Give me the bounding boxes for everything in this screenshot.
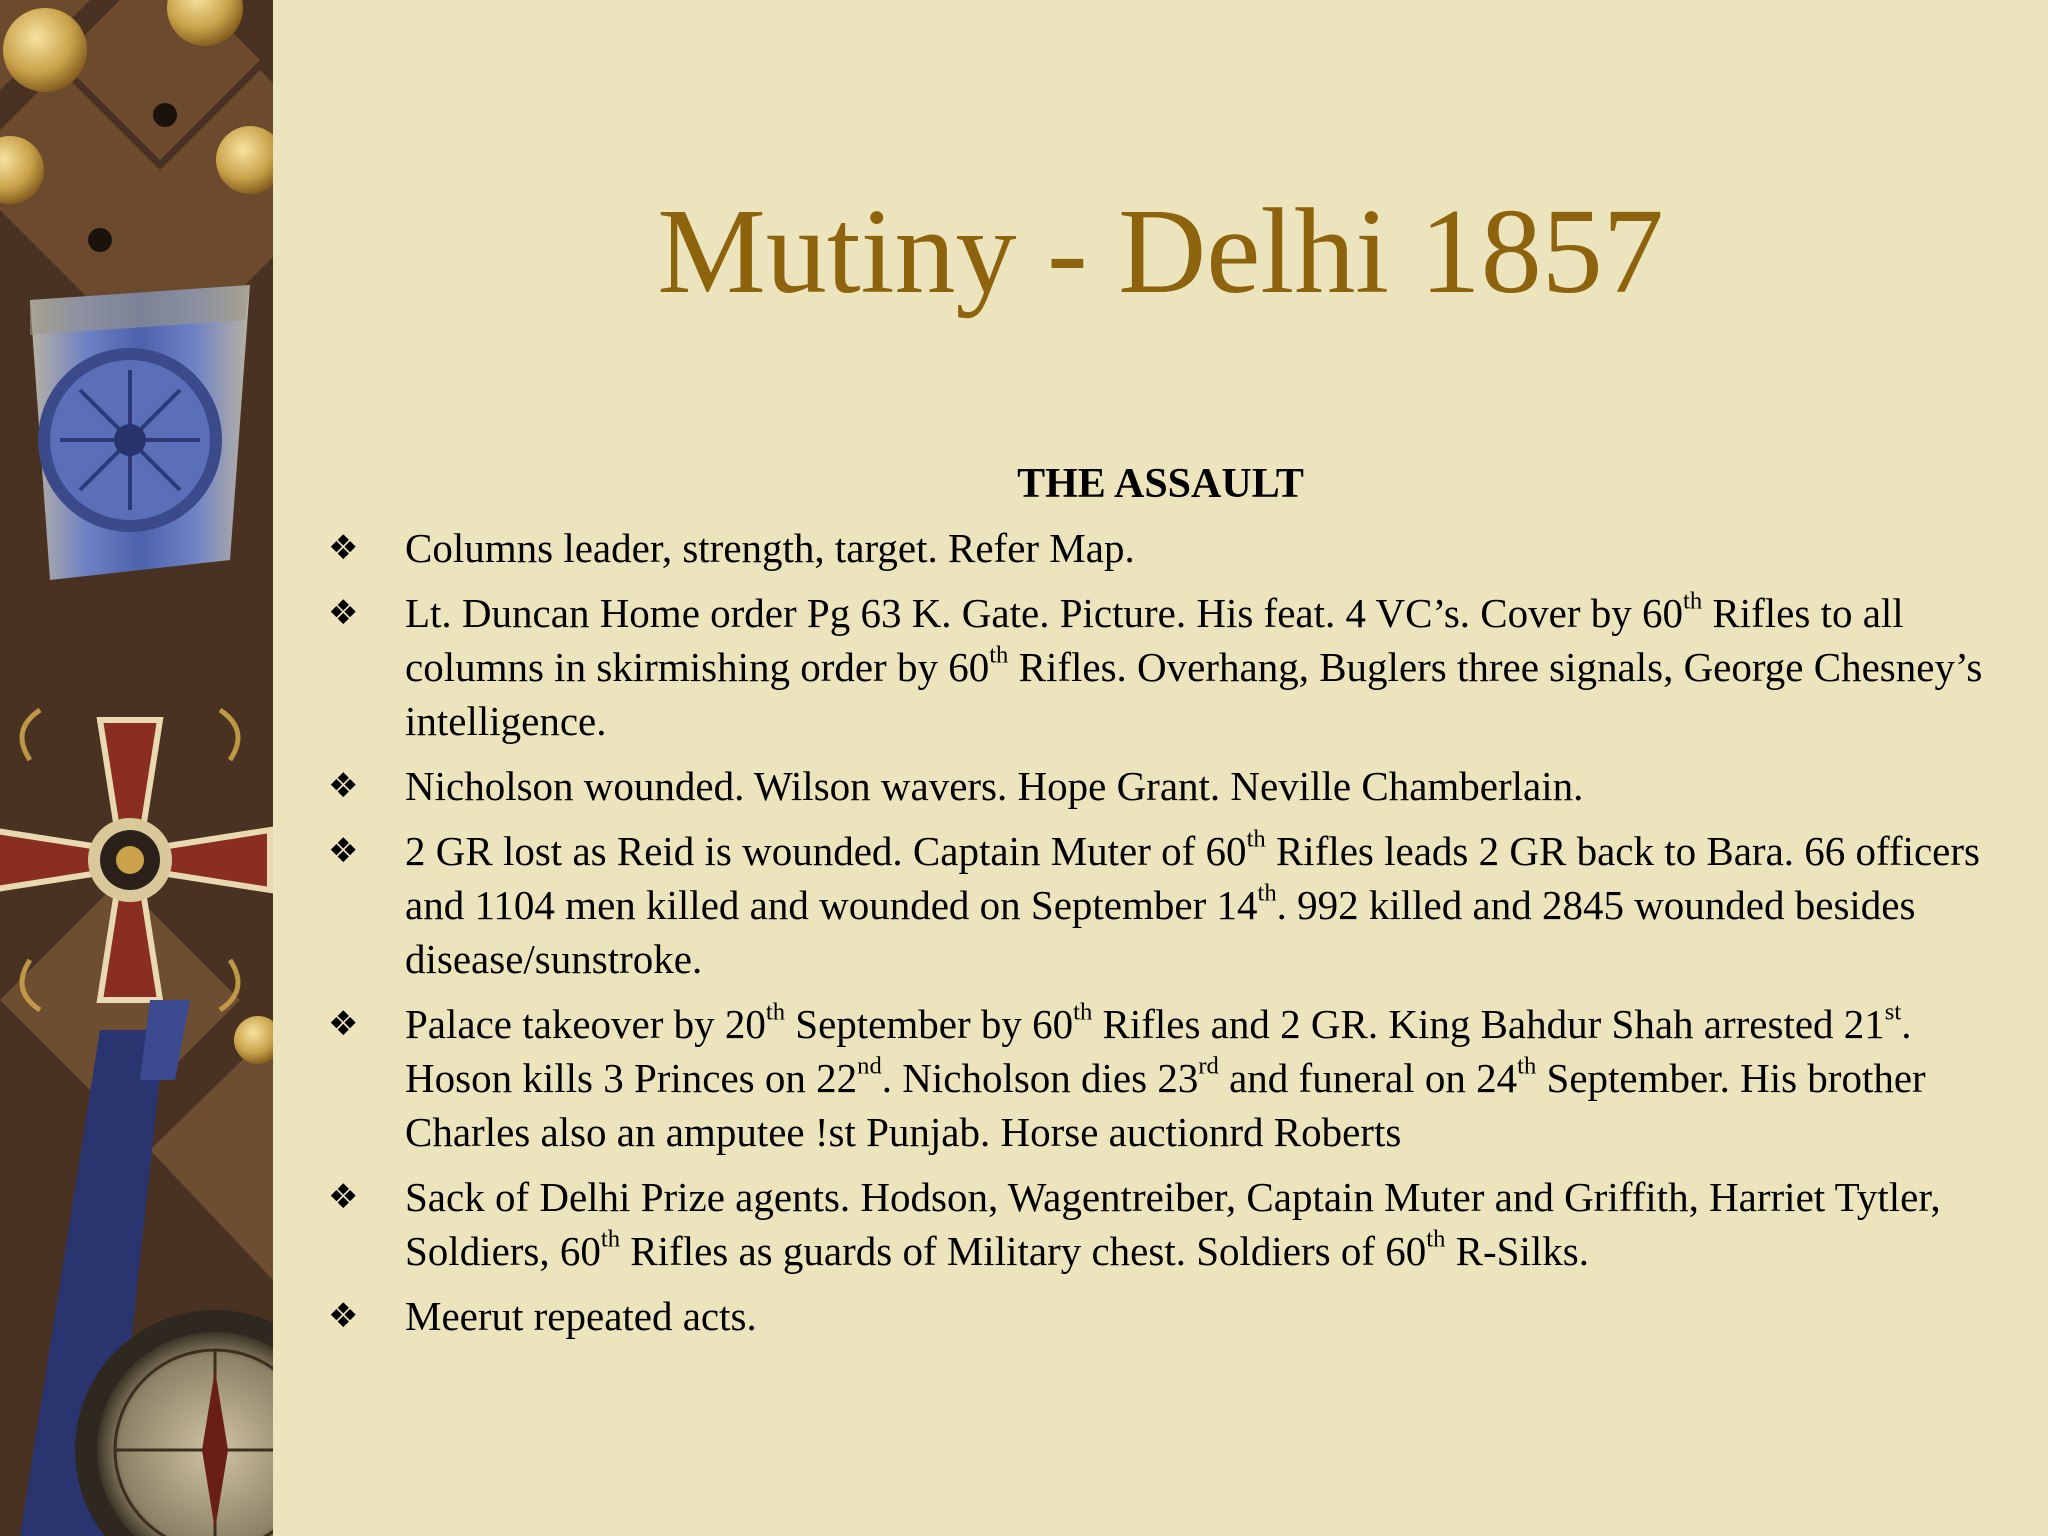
bullet-text: Lt. Duncan Home order Pg 63 K. Gate. Picture. His feat. 4 VC’s. Cover by 60th Rifles to all columns in skirmishing order by 60th Rifles. Overhang, Buglers three signals, George Chesney’s intelligence.	[405, 587, 1983, 744]
bullet-item	[328, 1289, 2018, 1343]
diamond-bullet-icon: ❖	[328, 528, 359, 568]
diamond-bullet-icon: ❖	[328, 766, 359, 806]
diamond-bullet-icon: ❖	[328, 1004, 359, 1044]
bullet-text: Sack of Delhi Prize agents. Hodson, Wagentreiber, Captain Muter and Griffith, Harriet Tytler, Soldiers, 60th Rifles as guards of Military chest. Soldiers of 60th R-Silks.	[405, 1174, 1941, 1274]
bullet-list	[328, 521, 2018, 1354]
bullet-text: 2 GR lost as Reid is wounded. Captain Muter of 60th Rifles leads 2 GR back to Bara. 66 officers and 1104 men killed and wounded on September 14th. 992 killed and 2845 wounded besides disease/sunstroke.	[405, 825, 1980, 982]
diamond-bullet-icon: ❖	[328, 831, 359, 871]
bullet-text: Columns leader, strength, target. Refer Map.	[405, 525, 1135, 571]
diamond-bullet-icon: ❖	[328, 593, 359, 633]
bullet-text: Nicholson wounded. Wilson wavers. Hope Grant. Neville Chamberlain.	[405, 763, 1584, 809]
bullet-text: Palace takeover by 20th September by 60th Rifles and 2 GR. King Bahdur Shah arrested 21st. Hoson kills 3 Princes on 22nd. Nicholson dies 23rd and funeral on 24th September. His brother Charles also an amputee !st Punjab. Horse auctionrd Roberts	[405, 998, 1926, 1155]
bullet-item	[328, 997, 2018, 1159]
side-decorative-image	[0, 0, 273, 1536]
medals-illustration	[0, 0, 273, 1536]
bullet-text: Meerut repeated acts.	[405, 1293, 757, 1339]
diamond-bullet-icon: ❖	[328, 1177, 359, 1217]
bullet-item	[328, 521, 2018, 575]
diamond-bullet-icon: ❖	[328, 1296, 359, 1336]
bullet-item	[328, 586, 2018, 748]
slide-title: Mutiny - Delhi 1857	[657, 184, 1664, 319]
bullet-item	[328, 1170, 2018, 1278]
bullet-item	[328, 759, 2018, 813]
bullet-item	[328, 824, 2018, 986]
section-heading: THE ASSAULT	[1017, 461, 1304, 507]
